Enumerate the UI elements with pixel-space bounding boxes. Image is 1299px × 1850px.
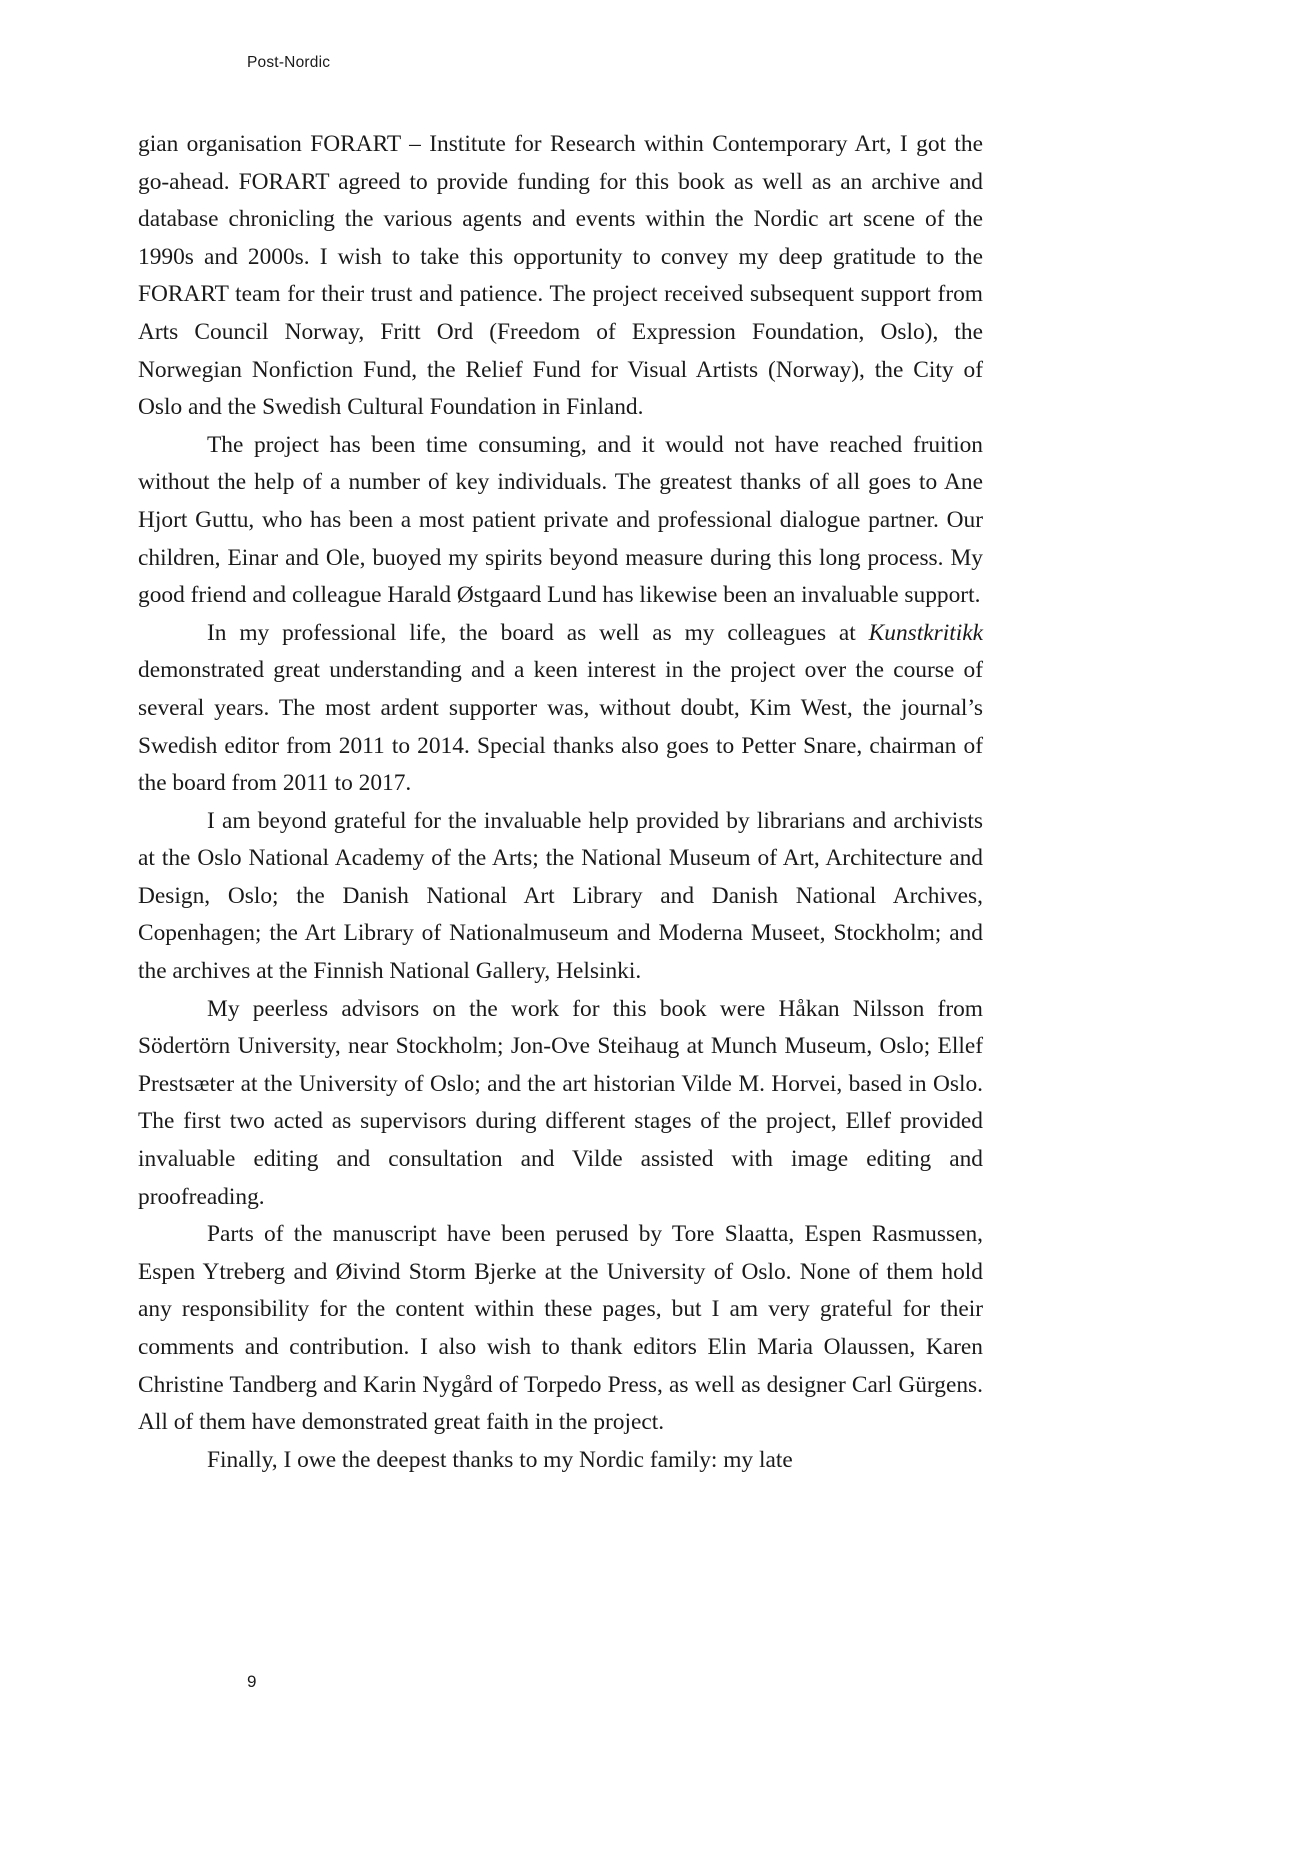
italic-title: Kunstkritikk — [868, 619, 983, 646]
paragraph-6: Parts of the manuscript have been perused by Tore Slaatta, Espen Rasmussen, Espen Ytreberg and Øivind Storm Bjerke at the University of Oslo. None of them hold any responsibility for the content within these pages, but I am very grateful for their comments and contribution. I also wish to thank editors Elin Maria Olaussen, Karen Christine Tandberg and Karin Nygård of Torpedo Press, as well as designer Carl Gürgens. All of them have demonstrated great faith in the project. — [138, 1221, 983, 1436]
paragraph-7: Finally, I owe the deepest thanks to my Nordic family: my late — [207, 1446, 793, 1473]
paragraph-1: gian organisation FORART – Institute for Research within Contemporary Art, I got the go-ahead. FORART agreed to provide funding for this book as well as an archive and database chronicling the various agents and events within the Nordic art scene of the 1990s and 2000s. I wish to take this opportunity to convey my deep gratitude to the FORART team for their trust and patience. The project received subsequent support from Arts Council Norway, Fritt Ord (Freedom of Expression Foundation, Oslo), the Norwegian Nonfiction Fund, the Relief Fund for Visual Artists (Norway), the City of Oslo and the Swedish Cultural Foundation in Finland. — [138, 131, 983, 421]
paragraph-3: In my professional life, the board as well as my colleagues at Kunstkritikk demonstrated great understanding and a keen interest in the project over the course of several years. The most ardent supporter was, without doubt, Kim West, the journal’s Swedish editor from 2011 to 2014. Special thanks also goes to Petter Snare, chairman of the board from 2011 to 2017. — [138, 619, 983, 797]
running-head: Post-Nordic — [247, 54, 331, 71]
page-number: 9 — [247, 1672, 257, 1691]
paragraph-5: My peerless advisors on the work for this book were Håkan Nilsson from Södertörn University, near Stockholm; Jon-Ove Steihaug at Munch Museum, Oslo; Ellef Prestsæter at the University of Oslo; and the art historian Vilde M. Horvei, based in Oslo. The first two acted as supervisors during different stages of the project, Ellef provided invaluable editing and consultation and Vilde assisted with image editing and proofreading. — [138, 995, 983, 1210]
body-text — [138, 126, 983, 1479]
paragraph-2: The project has been time consuming, and it would not have reached fruition without the help of a number of key individuals. The greatest thanks of all goes to Ane Hjort Guttu, who has been a most patient private and professional dialogue partner. Our children, Einar and Ole, buoyed my spirits beyond measure during this long process. My good friend and colleague Harald Østgaard Lund has likewise been an invaluable support. — [138, 431, 983, 609]
paragraph-4: I am beyond grateful for the invaluable help provided by librarians and archivists at the Oslo National Academy of the Arts; the National Museum of Art, Architecture and Design, Oslo; the Danish National Art Library and Danish National Archives, Copenhagen; the Art Library of Nationalmuseum and Moderna Museet, Stockholm; and the archives at the Finnish National Gallery, Helsinki. — [138, 807, 983, 985]
